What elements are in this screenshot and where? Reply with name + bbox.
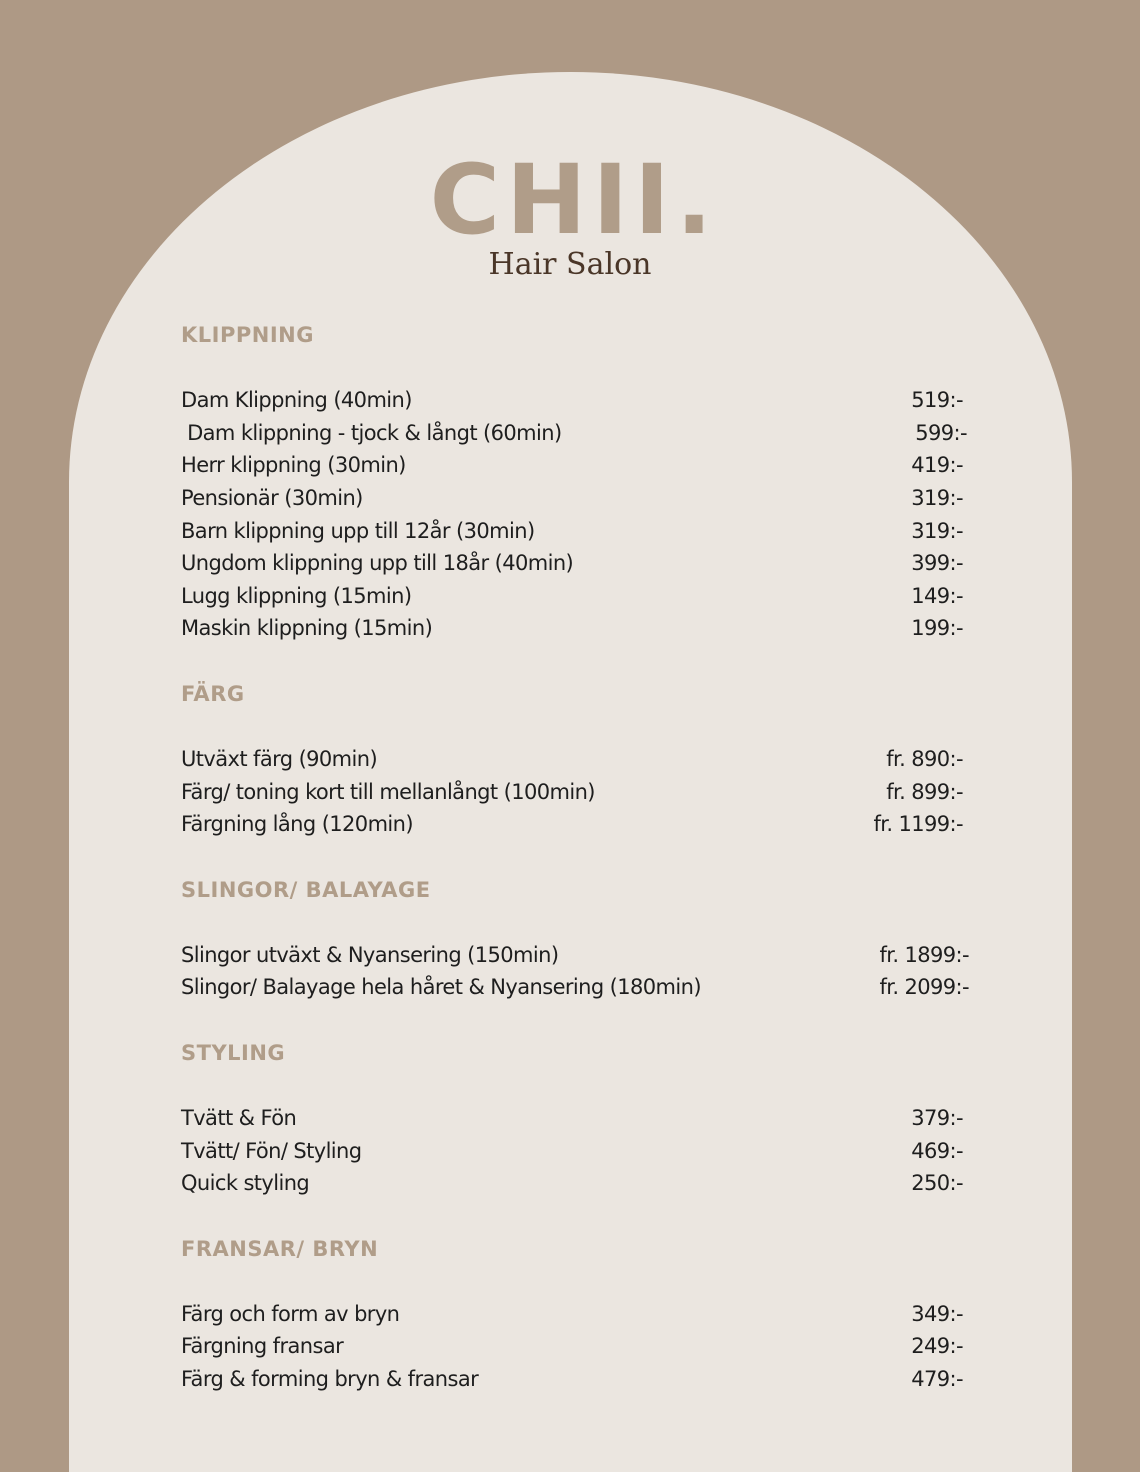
salon-logo: CHII. bbox=[429, 144, 719, 256]
section-title: SLINGOR/ BALAYAGE bbox=[181, 877, 431, 902]
list-item bbox=[181, 384, 971, 417]
section-gap bbox=[181, 841, 971, 873]
list-item bbox=[181, 1330, 971, 1363]
item-price: fr. 1899:- bbox=[879, 942, 969, 967]
list-item bbox=[181, 547, 971, 580]
item-price: 419:- bbox=[911, 453, 963, 478]
item-price: 519:- bbox=[911, 388, 963, 413]
item-price: fr. 899:- bbox=[886, 779, 963, 804]
item-name: Tvätt/ Fön/ Styling bbox=[181, 1138, 362, 1163]
item-price: fr. 2099:- bbox=[879, 975, 969, 1000]
item-price: 349:- bbox=[911, 1301, 963, 1326]
item-price: 469:- bbox=[911, 1138, 963, 1163]
item-price: 379:- bbox=[911, 1106, 963, 1131]
item-name: Färgning lång (120min) bbox=[181, 812, 413, 837]
section-title: FRANSAR/ BRYN bbox=[181, 1236, 379, 1261]
item-name: Dam Klippning (40min) bbox=[181, 388, 412, 413]
item-name: Färg & forming bryn & fransar bbox=[181, 1366, 479, 1391]
item-price: 319:- bbox=[911, 486, 963, 511]
list-item bbox=[181, 1167, 971, 1200]
item-name: Utväxt färg (90min) bbox=[181, 747, 378, 772]
list-item bbox=[181, 939, 971, 972]
item-price: fr. 1199:- bbox=[873, 812, 963, 837]
list-item bbox=[181, 1134, 971, 1167]
list-item bbox=[181, 580, 971, 613]
item-price: 319:- bbox=[911, 518, 963, 543]
price-list bbox=[181, 318, 971, 1395]
list-item bbox=[181, 1363, 971, 1396]
section-title: FÄRG bbox=[181, 681, 245, 706]
list-item bbox=[181, 743, 971, 776]
list-item bbox=[181, 971, 971, 1004]
list-item bbox=[181, 775, 971, 808]
item-name: Färg/ toning kort till mellanlångt (100min) bbox=[181, 779, 595, 804]
item-name: Dam klippning - tjock & långt (60min) bbox=[181, 420, 562, 445]
list-item bbox=[181, 1298, 971, 1331]
section-slingor-balayage bbox=[181, 873, 971, 1004]
salon-subtitle: Hair Salon bbox=[488, 247, 652, 282]
item-name: Färg och form av bryn bbox=[181, 1301, 400, 1326]
item-price: 399:- bbox=[911, 551, 963, 576]
list-item bbox=[181, 1102, 971, 1135]
section-title: KLIPPNING bbox=[181, 323, 314, 347]
item-price: 249:- bbox=[911, 1334, 963, 1359]
item-name: Herr klippning (30min) bbox=[181, 453, 406, 478]
item-price: 199:- bbox=[911, 616, 963, 641]
list-item bbox=[181, 417, 971, 450]
section-styling bbox=[181, 1036, 971, 1200]
item-name: Tvätt & Fön bbox=[181, 1106, 297, 1131]
item-name: Pensionär (30min) bbox=[181, 486, 363, 511]
item-name: Slingor/ Balayage hela håret & Nyansering (180min) bbox=[181, 975, 701, 1000]
item-name: Maskin klippning (15min) bbox=[181, 616, 433, 641]
item-price: 250:- bbox=[911, 1171, 963, 1196]
list-item bbox=[181, 449, 971, 482]
item-price: fr. 890:- bbox=[886, 747, 963, 772]
item-name: Ungdom klippning upp till 18år (40min) bbox=[181, 551, 574, 576]
item-name: Barn klippning upp till 12år (30min) bbox=[181, 518, 535, 543]
item-name: Färgning fransar bbox=[181, 1334, 344, 1359]
item-price: 479:- bbox=[911, 1366, 963, 1391]
section-title: STYLING bbox=[181, 1040, 286, 1065]
section-klippning bbox=[181, 318, 971, 645]
item-price: 149:- bbox=[911, 583, 963, 608]
section-gap bbox=[181, 1200, 971, 1232]
item-name: Quick styling bbox=[181, 1171, 310, 1196]
list-item bbox=[181, 808, 971, 841]
list-item bbox=[181, 612, 971, 645]
list-item bbox=[181, 514, 971, 547]
item-name: Slingor utväxt & Nyansering (150min) bbox=[181, 942, 559, 967]
list-item bbox=[181, 482, 971, 515]
item-price: 599:- bbox=[915, 420, 967, 445]
item-name: Lugg klippning (15min) bbox=[181, 583, 412, 608]
section-gap bbox=[181, 645, 971, 677]
section-gap bbox=[181, 1004, 971, 1036]
section-farg bbox=[181, 677, 971, 841]
section-fransar-bryn bbox=[181, 1232, 971, 1396]
